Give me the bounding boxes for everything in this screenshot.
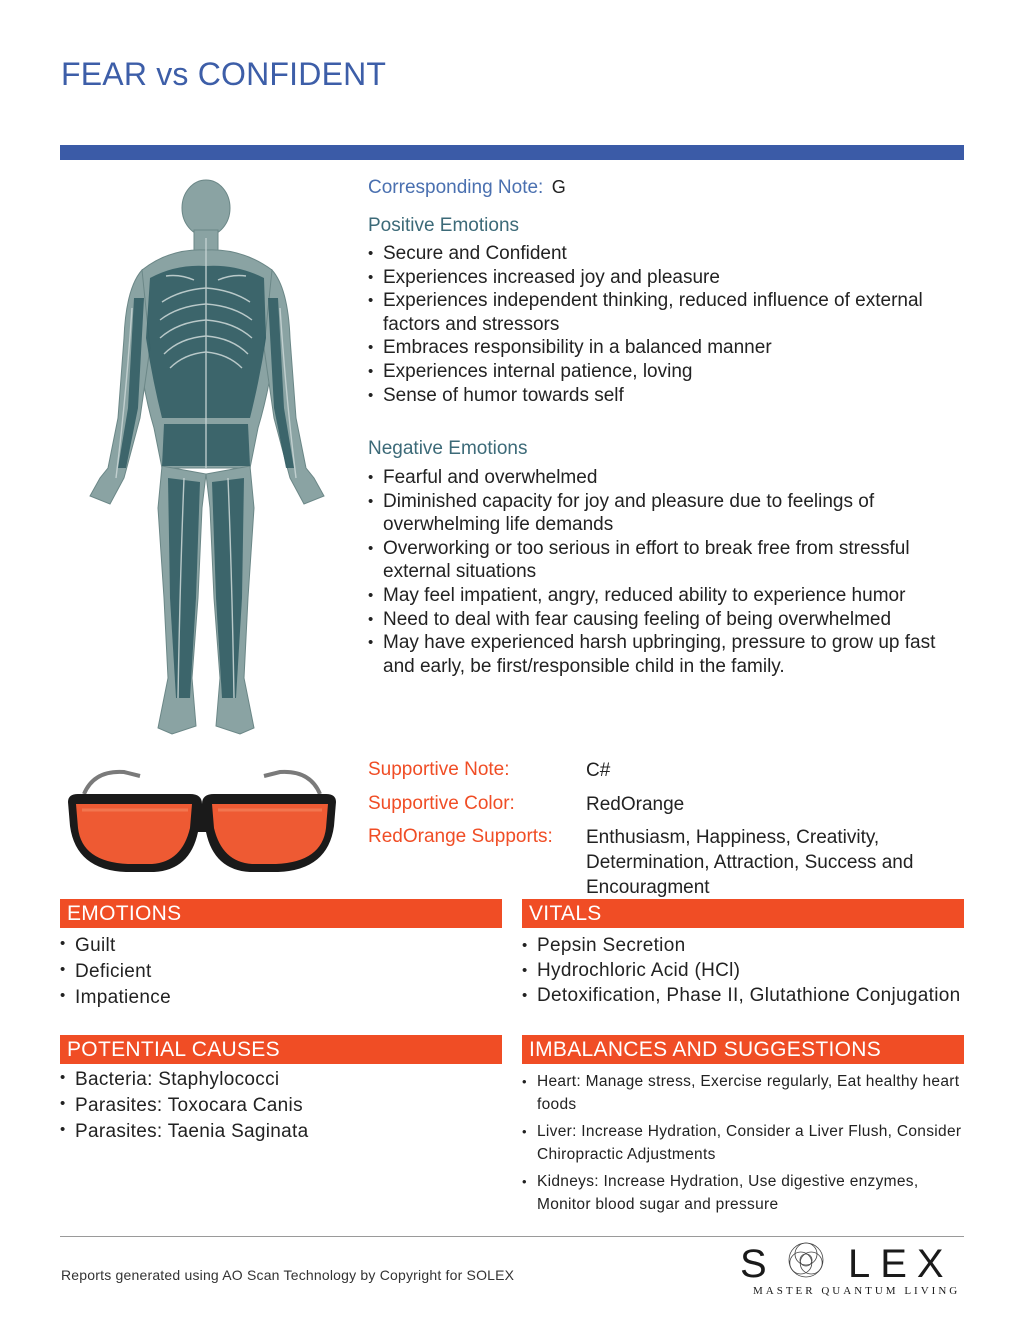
vital-item: • Pepsin Secretion [522,935,962,958]
imbalance-item: • Heart: Manage stress, Exercise regularly, Eat healthy heart foods [522,1070,962,1116]
positive-emotion-item: • Experiences internal patience, loving [368,360,928,384]
vital-item: • Detoxification, Phase II, Glutathione Conjugation [522,985,962,1008]
imbalance-item: • Liver: Increase Hydration, Consider a Liver Flush, Consider Chiropractic Adjustments [522,1120,962,1166]
vital-item: • Hydrochloric Acid (HCl) [522,960,962,983]
cause-item: • Bacteria: Staphylococci [60,1069,490,1091]
imbalances-list [522,1070,962,1220]
positive-emotions-heading: Positive Emotions [368,215,520,236]
negative-emotion-item: • Diminished capacity for joy and pleasure due to feelings of overwhelming life demands [368,490,952,537]
imbalance-item: • Kidneys: Increase Hydration, Use digestive enzymes, Monitor blood sugar and pressure [522,1170,962,1216]
corresponding-note-label: Corresponding Note: [368,177,544,198]
positive-emotion-item: • Sense of humor towards self [368,384,928,408]
emotion-item: • Guilt [60,935,490,959]
vitals-list [522,935,962,1010]
supports-value: Enthusiasm, Happiness, Creativity, Determination, Attraction, Success and Encouragment [586,827,914,898]
positive-emotion-item: • Experiences independent thinking, reduced influence of external factors and stressors [368,289,928,336]
footer-divider [60,1236,964,1237]
redorange-glasses-image [64,764,340,882]
negative-emotion-item: • Overworking or too serious in effort to break free from stressful external situations [368,537,952,584]
cause-item: • Parasites: Taenia Saginata [60,1121,490,1143]
emotion-item: • Impatience [60,987,490,1011]
supportive-note-label: Supportive Note: [368,759,510,780]
svg-text:MASTER QUANTUM LIVING: MASTER QUANTUM LIVING [753,1285,961,1297]
negative-emotions-list [368,466,952,678]
potential-causes-header: POTENTIAL CAUSES [60,1035,502,1064]
positive-emotion-item: • Secure and Confident [368,242,928,266]
solex-logo [740,1240,966,1298]
supportive-color-value: RedOrange [586,794,685,815]
page-title: FEAR vs CONFIDENT [61,56,387,92]
corresponding-note [368,177,566,199]
emotions-header: EMOTIONS [60,899,502,928]
cause-item: • Parasites: Toxocara Canis [60,1095,490,1117]
supportive-note-value: C# [586,760,611,781]
negative-emotion-item: • Need to deal with fear causing feeling of being overwhelmed [368,608,952,632]
positive-emotions-list [368,242,928,407]
negative-emotion-item: • May feel impatient, angry, reduced ability to experience humor [368,584,952,608]
potential-causes-list [60,1069,490,1147]
footer-copyright: Reports generated using AO Scan Technology by Copyright for SOLEX [61,1267,515,1283]
svg-text:LEX: LEX [848,1242,954,1286]
imbalances-header: IMBALANCES AND SUGGESTIONS [522,1035,964,1064]
negative-emotion-item: • May have experienced harsh upbringing, pressure to grow up fast and early, be first/responsible child in the family. [368,631,952,678]
negative-emotions-heading: Negative Emotions [368,438,528,459]
positive-emotion-item: • Embraces responsibility in a balanced manner [368,336,928,360]
positive-emotion-item: • Experiences increased joy and pleasure [368,266,928,290]
svg-text:S: S [740,1242,769,1286]
negative-emotion-item: • Fearful and overwhelmed [368,466,952,490]
corresponding-note-value: G [551,177,566,197]
supportive-color-label: Supportive Color: [368,793,515,814]
emotion-item: • Deficient [60,961,490,985]
vitals-header: VITALS [522,899,964,928]
emotions-list [60,935,490,1013]
human-body-illustration [80,178,330,738]
title-divider-bar [60,145,964,160]
supports-label: RedOrange Supports: [368,826,553,847]
